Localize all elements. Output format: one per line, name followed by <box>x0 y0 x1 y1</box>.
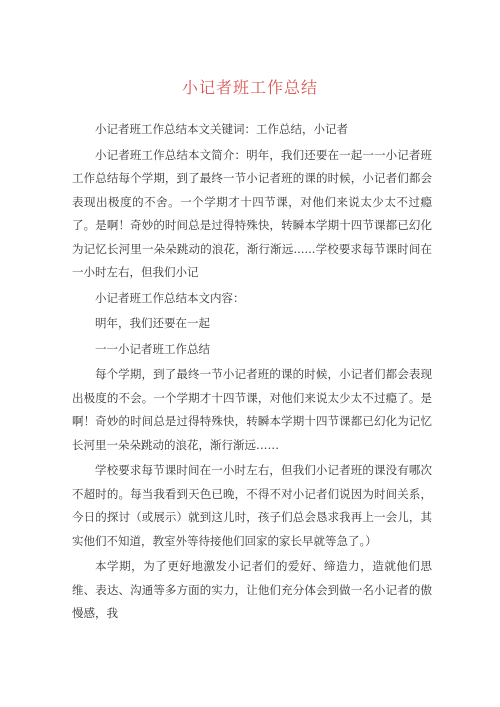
paragraph-subtitle-2: 一一小记者班工作总结 <box>95 341 210 356</box>
document-title: 小记者班工作总结 <box>181 78 318 97</box>
paragraph-keywords: 小记者班工作总结本文关键词：工作总结，小记者 <box>95 122 348 136</box>
paragraph-summary: 小记者班工作总结本文简介：明年，我们还要在一起一一小记者班工作总结每个学期，到了最终一节小记者班的课的时候，小记者们都会表现出极度的不舍。一个学期才十四节课，对他们来说太少太不过瘾了。是啊！奇妙的时间总是过得特殊快，转瞬本学期十四节课都已幻化为记忆长河里一朵朵跳动的浪花，渐行渐远......学校要求每节课时间在一小时左右，但我们小记 <box>72 147 432 279</box>
paragraph-content-heading: 小记者班工作总结本文内容： <box>95 290 245 305</box>
paragraph-body-2: 学校要求每节课时间在一小时左右，但我们小记者班的课没有哪次不超时的。每当我看到天色已晚，不得不对小记者们说因为时间关系，今日的探讨（或展示）就到这儿时，孩子们总会恳求我再上一会儿，其实他们不知道，教室外等待接他们回家的家长早就等急了。） <box>72 463 432 548</box>
paragraph-body-1: 每个学期，到了最终一节小记者班的课的时候，小记者们都会表现出极度的不会。一个学期才十四节课，对他们来说太少太不过瘾了。是啊！奇妙的时间总是过得特殊快，转瞬本学期十四节课都已幻化为记忆长河里一朵朵跳动的浪花，渐行渐远…… <box>72 367 432 452</box>
paragraph-subtitle: 明年，我们还要在一起 <box>95 316 210 330</box>
paragraph-body-3: 本学期，为了更好地激发小记者们的爱好、缔造力，造就他们思维、表达、沟通等多方面的实力，让他们充分体会到做一名小记者的傲慢感，我 <box>72 559 432 620</box>
document-body <box>72 118 432 626</box>
